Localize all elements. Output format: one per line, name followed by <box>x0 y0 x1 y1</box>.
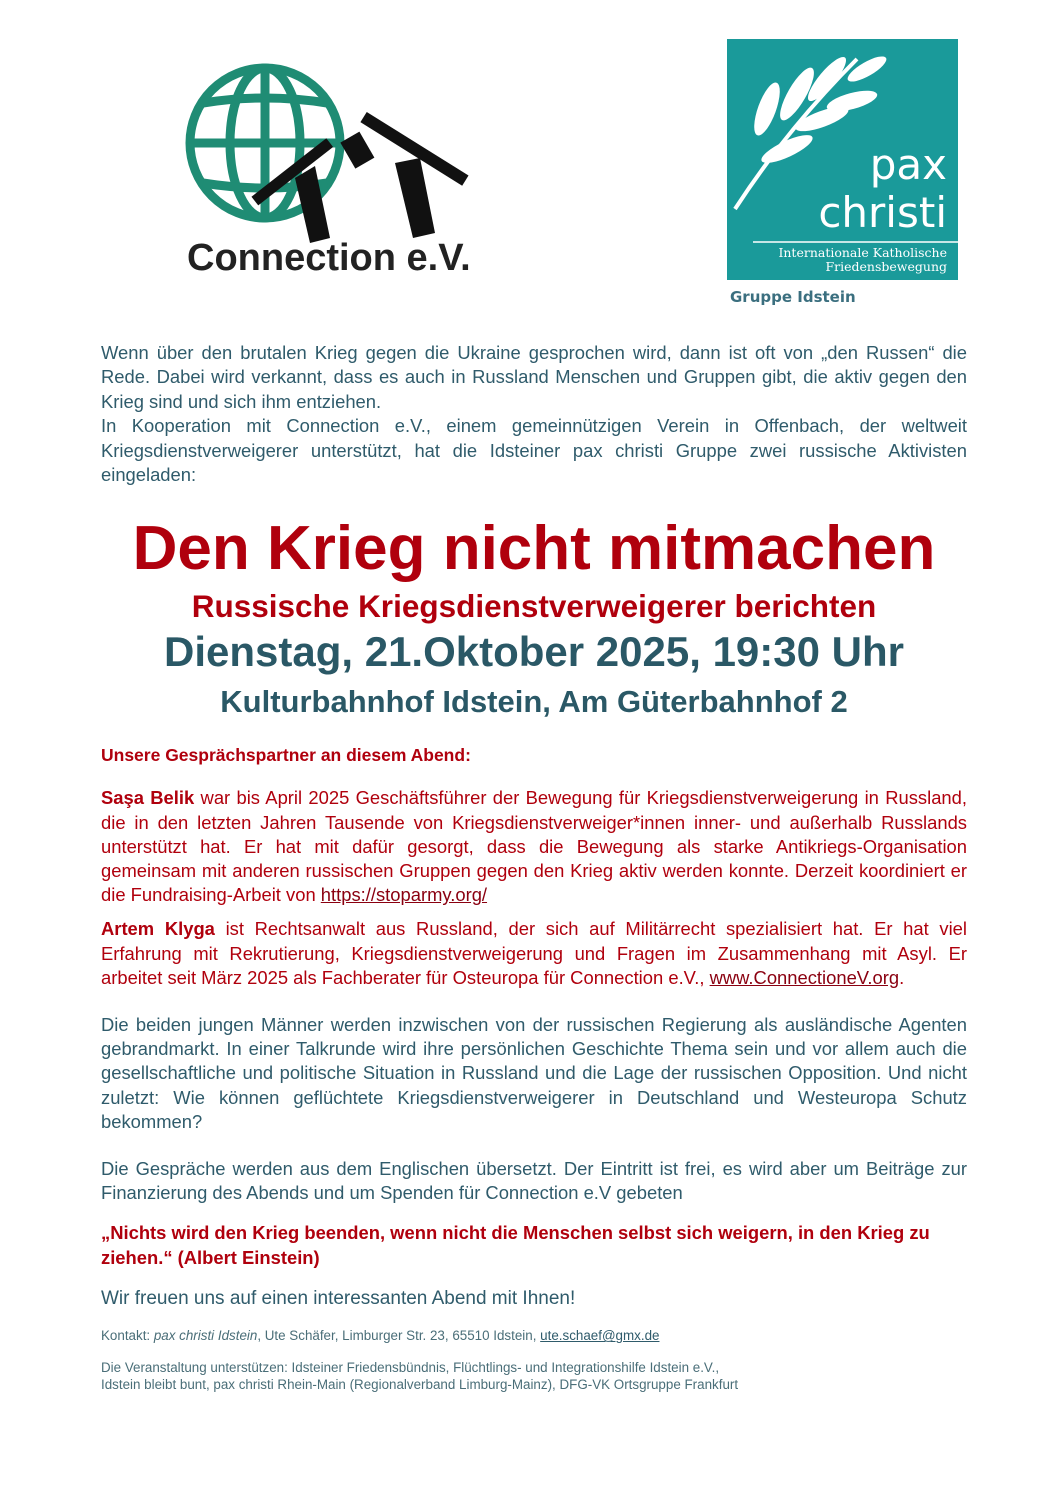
bio-text: war bis April 2025 Geschäftsführer der Bewegung für Kriegsdienstverweigerung in Russland, die in den letzten Jahren Tausende von Kriegsdienstverweiger*innen inner- und außerhalb Russlands unterstützt hat. Er hat mit dafür gesorgt, dass die Bewegung als starke Antikriegs-Organisation gemeinsam mit anderen russischen Gruppen gegen den Krieg aktiv werden konnte. Derzeit koordiniert er die Fundraising-Arbeit von <box>101 787 967 906</box>
event-title: Den Krieg nicht mitmachen <box>132 514 936 584</box>
person-name: Saşa Belik <box>101 787 195 809</box>
event-subtitle: Russische Kriegsdienstverweigerer berichten <box>191 588 877 625</box>
connection-link[interactable]: www.ConnectioneV.org <box>709 966 900 988</box>
pax-text: pax <box>869 140 947 189</box>
intro-paragraph <box>101 341 967 487</box>
bio-text: ist Rechtsanwalt aus Russland, der sich auf Militärrecht spezialisiert hat. Er hat viel Erfahrung mit Rekrutierung, Kriegsdienstverweigerung und Fragen im Zusammenhang mit Asyl. Er arbeitet seit März 2025 als Fachberater für Osteuropa für Connection e.V., <box>101 918 967 988</box>
olive-branch-icon <box>727 39 958 280</box>
flyer-content <box>101 341 967 1393</box>
supporters <box>101 1359 967 1393</box>
christi-text: christi <box>818 188 947 237</box>
contact-line <box>101 1327 967 1344</box>
intro-text-1: Wenn über den brutalen Krieg gegen die Ukraine gesprochen wird, dann ist oft von „den Russen“ die Rede. Dabei wird verkannt, dass es auch in Russland Menschen und Gruppen gibt, die aktiv gegen den Krieg sind und sich ihm entziehen. <box>101 342 967 412</box>
bio-suffix: . <box>899 966 905 988</box>
closing-line: Wir freuen uns auf einen interessanten Abend mit Ihnen! <box>101 1288 576 1310</box>
contact-email-link[interactable]: ute.schaef@gmx.de <box>540 1328 660 1344</box>
supporters-line-1: Die Veranstaltung unterstützen: Idsteiner Friedensbündnis, Flüchtlings- und Integrationshilfe Idstein e.V., <box>101 1360 720 1376</box>
pax-group-label: Gruppe Idstein <box>730 288 856 306</box>
event-venue: Kulturbahnhof Idstein, Am Güterbahnhof 2 <box>220 684 848 720</box>
intro-text-2: In Kooperation mit Connection e.V., einem gemeinnützigen Verein in Offenbach, der weltweit Kriegsdienstverweigerer unterstützt, hat die Idsteiner pax christi Gruppe zwei russische Aktivisten eingeladen: <box>101 415 967 486</box>
body-paragraph-2: Die Gespräche werden aus dem Englischen übersetzt. Der Eintritt ist frei, es wird aber um Beiträge zur Finanzierung des Abends und um Spenden für Connection e.V gebeten <box>101 1158 967 1204</box>
contact-label: Kontakt: <box>101 1328 154 1344</box>
bio-artem-klyga <box>101 917 967 990</box>
connection-logo <box>185 48 475 278</box>
stoparmy-link[interactable]: https://stoparmy.org/ <box>320 884 488 906</box>
contact-details: , Ute Schäfer, Limburger Str. 23, 65510 Idstein, <box>257 1328 541 1344</box>
einstein-quote: „Nichts wird den Krieg beenden, wenn nicht die Menschen selbst sich weigern, in den Krieg zu ziehen.“ (Albert Einstein) <box>101 1222 930 1268</box>
event-date: Dienstag, 21.Oktober 2025, 19:30 Uhr <box>164 628 904 676</box>
pax-christi-logo <box>727 39 958 280</box>
body-paragraph-1: Die beiden jungen Männer werden inzwischen von der russischen Regierung als ausländische Agenten gebrandmarkt. In einer Talkrunde wird ihre persönlichen Geschichte Thema sein und vor allem auch die gesellschaftliche und politische Situation in Russland und die Lage der russischen Opposition. Und nicht zuletzt: Wie können geflüchtete Kriegsdienstverweigerer in Deutschland und Westeuropa Schutz bekommen? <box>101 1014 967 1132</box>
person-name: Artem Klyga <box>101 918 215 940</box>
globe-broken-rifle-icon <box>185 48 475 278</box>
contact-org: pax christi Idstein <box>153 1328 258 1344</box>
pax-tagline-2: Friedensbewegung <box>825 259 947 274</box>
pax-tagline-1: Internationale Katholische <box>778 245 947 260</box>
partners-heading: Unsere Gesprächspartner an diesem Abend: <box>101 745 471 766</box>
connection-logo-text: Connection e.V. <box>187 237 471 278</box>
supporters-line-2: Idstein bleibt bunt, pax christi Rhein-Main (Regionalverband Limburg-Mainz), DFG-VK Ortsgruppe Frankfurt <box>101 1377 739 1393</box>
bio-sasa-belik <box>101 786 967 907</box>
